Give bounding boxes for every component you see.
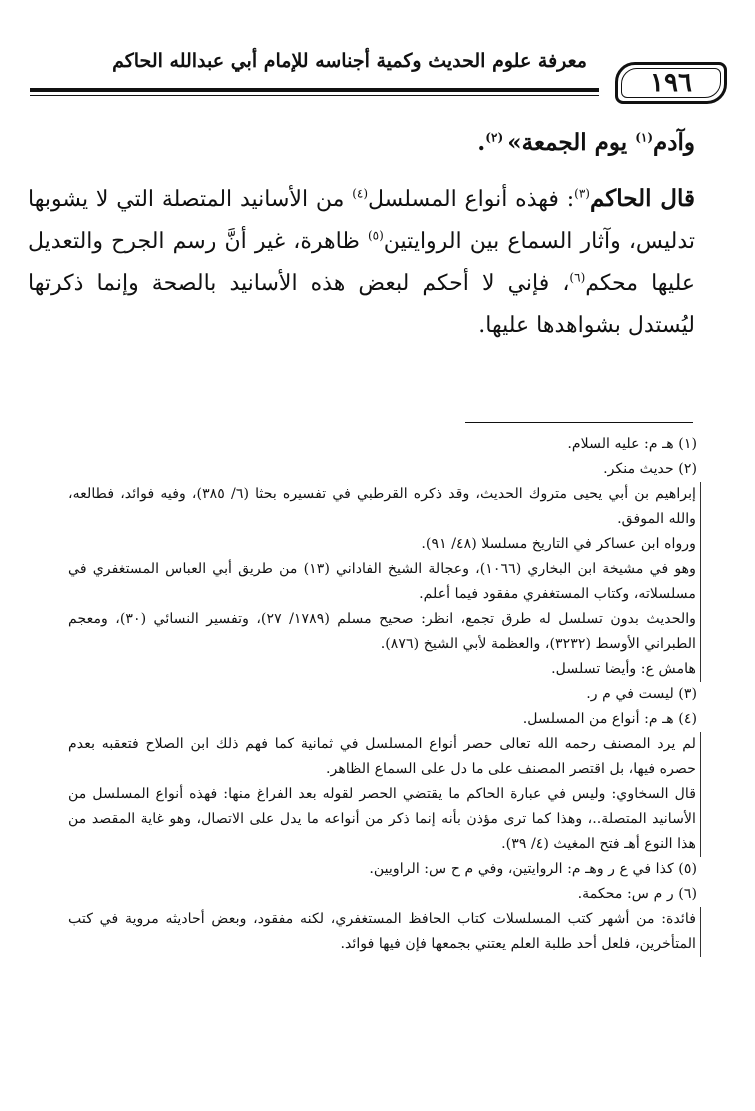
footnote-5: (٥) كذا في ع ر وهـ م: الروايتين، وفي م ح س: الراويين. <box>369 861 697 877</box>
footnote-4-para-b: قال السخاوي: وليس في عبارة الحاكم ما يقتضي الحصر لقوله بعد الفراغ منها: فهذه أنواع المسلسل من الأسانيد المتصلة..، وهذا كما ترى مؤذن بأنه إنما ذكر من أنواعه ما يدل على الاتصال، وهو غاية المقصد من هذا النوع أهـ فتح المغيث (٤/ ٣٩). <box>68 786 696 852</box>
footnote-ref-5: (٥) <box>367 228 384 243</box>
footnote-separator <box>465 422 693 423</box>
footnote-ref-3: (٣) <box>574 186 590 201</box>
footnotes <box>68 432 697 957</box>
footnote-1: (١) هـ م: عليه السلام. <box>567 436 697 452</box>
text-run: ظاهرة، غير أنَّ رسم الجرح والتعديل عليها محكم <box>28 229 695 296</box>
footnote-4-commentary <box>68 732 701 857</box>
footnote-ref-2: (٢) <box>485 130 508 145</box>
text-run: . <box>477 129 486 156</box>
speaker-lead: قال الحاكم <box>589 185 696 212</box>
footnote-4: (٤) هـ م: أنواع من المسلسل. <box>522 711 697 727</box>
text-run: يوم الجمعة» <box>507 129 636 156</box>
header-rule <box>30 88 599 92</box>
footnote-ref-1: (١) <box>635 130 654 145</box>
footnote-6-para-a: فائدة: من أشهر كتب المسلسلات كتاب الحافظ المستغفري، لكنه مفقود، وبعض أحاديثه مروية في كتب المتأخرين، فلعل أحد طلبة العلم يعتني بجمعها فإن فيها فوائد. <box>68 911 696 952</box>
footnote-2-para-c: وهو في مشيخة ابن البخاري (١٠٦٦)، وعجالة الشيخ الفاداني (١٣) من طريق أبي العباس المستغفري في مسلسلاته، وكتاب المستغفري مفقود فيما أعلم. <box>68 561 696 602</box>
footnote-6: (٦) ر م س: محكمة. <box>577 886 697 902</box>
footnote-2: (٢) حديث منكر. <box>603 461 697 477</box>
text-run: وآدم <box>653 129 695 156</box>
footnote-6-commentary <box>68 907 701 957</box>
header-rule-thin <box>30 95 599 96</box>
footnote-ref-6: (٦) <box>569 270 586 285</box>
footnote-2-para-d: والحديث بدون تسلسل له طرق تجمع، انظر: صحيح مسلم (١٧٨٩/ ٢٧)، وتفسير النسائي (٣٠)، ومعجم الطبراني الأوسط (٣٢٣٢)، والعظمة لأبي الشيخ (٨٧٦). <box>68 611 696 652</box>
footnote-4-para-a: لم يرد المصنف رحمه الله تعالى حصر أنواع المسلسل في ثمانية كما فهم ذلك ابن الصلاح فتعقبه بعدم حصره فيها، بل اقتصر المصنف على ما دل على السماع الظاهر. <box>68 736 696 777</box>
main-text <box>28 122 695 347</box>
footnote-2-para-a: إبراهيم بن أبي يحيى متروك الحديث، وقد ذكره القرطبي في تفسيره بحثا (٦/ ٣٨٥)، وفيه فوائد، فطالعه، والله الموفق. <box>68 486 696 527</box>
text-run: : فهذه أنواع المسلسل <box>368 187 575 212</box>
footnote-3: (٣) ليست في م ر. <box>586 686 697 702</box>
running-title: معرفة علوم الحديث وكمية أجناسه للإمام أبي عبدالله الحاكم <box>112 50 587 72</box>
page-header <box>30 46 727 106</box>
text-run: ، فإني لا أحكم لبعض هذه الأسانيد بالصحة وإنما ذكرتها ليُستدل بشواهدها عليها. <box>28 271 695 338</box>
page-number <box>615 62 727 104</box>
opening-line <box>28 122 695 164</box>
footnote-ref-4: (٤) <box>352 186 369 201</box>
footnote-2-para-e: هامش ع: وأيضا تسلسل. <box>551 661 696 677</box>
footnote-2-commentary <box>68 482 701 682</box>
page-number-text: ١٩٦ <box>650 68 692 98</box>
main-paragraph <box>28 178 695 347</box>
text-run: من الأسانيد المتصلة التي لا يشوبها تدليس، وآثار السماع بين الروايتين <box>28 187 695 254</box>
footnote-2-para-b: ورواه ابن عساكر في التاريخ مسلسلا (٤٨/ ٩١). <box>421 536 696 552</box>
